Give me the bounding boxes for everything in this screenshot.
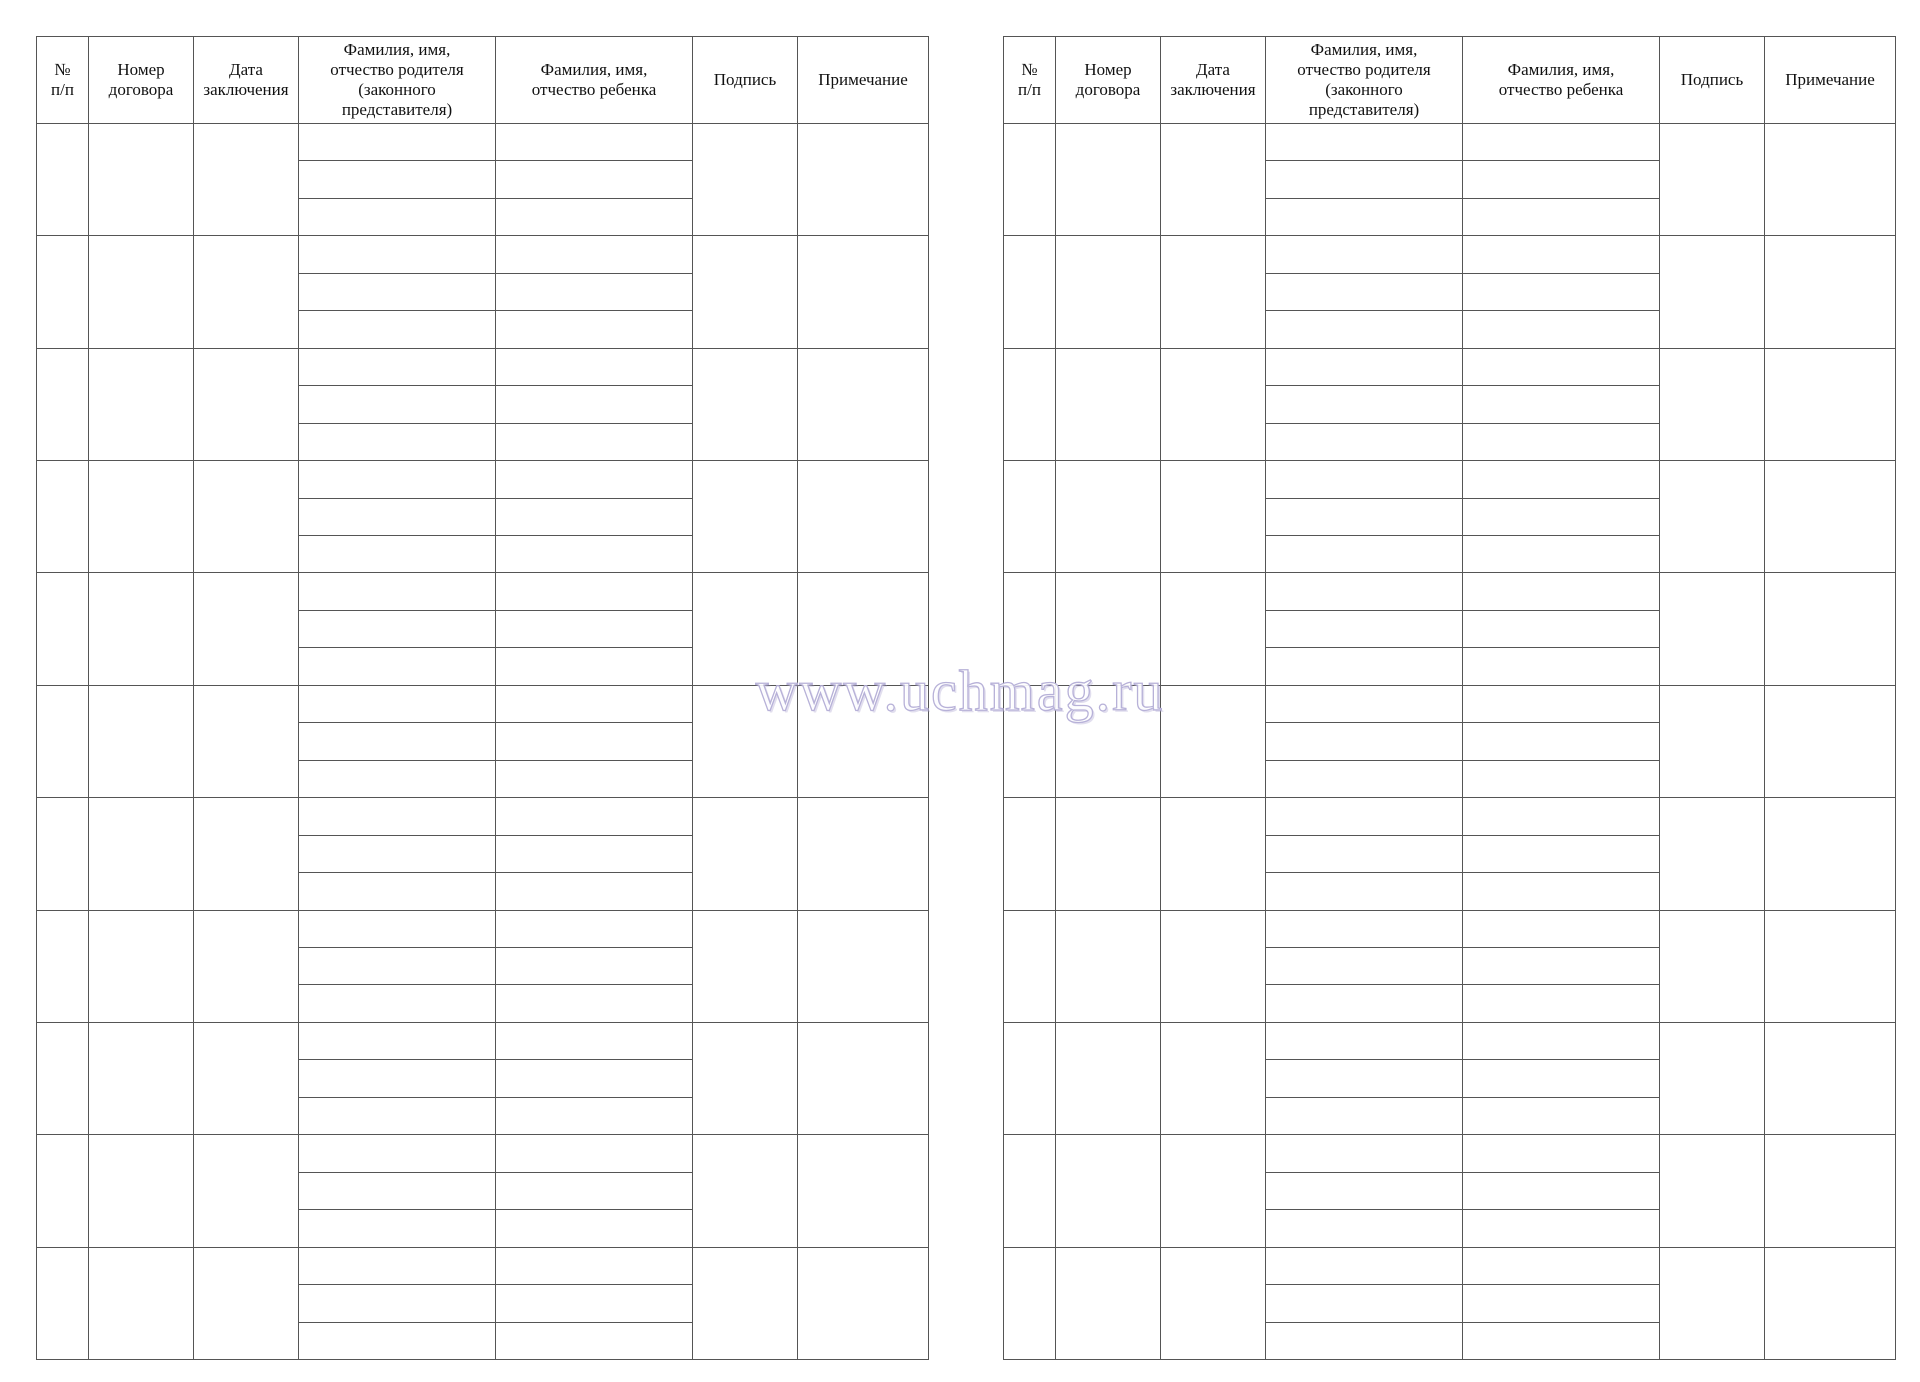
col-date-header: Дата заключения [194, 37, 299, 124]
signature-cell[interactable] [1660, 910, 1765, 1022]
contract-date-cell[interactable] [1161, 1247, 1266, 1359]
contract-date-cell[interactable] [1161, 573, 1266, 685]
col-date-header: Дата заключения [1161, 37, 1266, 124]
parent-name-cell[interactable] [299, 124, 496, 161]
note-cell[interactable] [798, 798, 929, 910]
parent-name-cell[interactable] [299, 1060, 496, 1097]
parent-name-cell[interactable] [1266, 610, 1463, 647]
contract-number-cell[interactable] [1056, 1022, 1161, 1134]
entry-number-cell[interactable] [37, 461, 89, 573]
signature-cell[interactable] [693, 348, 798, 460]
contract-number-cell[interactable] [89, 124, 194, 236]
contract-number-cell[interactable] [1056, 1135, 1161, 1247]
note-cell[interactable] [1765, 124, 1896, 236]
parent-name-cell[interactable] [1266, 348, 1463, 385]
child-name-cell[interactable] [496, 760, 693, 797]
child-name-cell[interactable] [1463, 198, 1660, 235]
parent-name-cell[interactable] [299, 161, 496, 198]
note-cell[interactable] [1765, 1135, 1896, 1247]
child-name-cell[interactable] [496, 348, 693, 385]
note-cell[interactable] [798, 685, 929, 797]
entry-number-cell[interactable] [37, 1135, 89, 1247]
parent-name-cell[interactable] [1266, 648, 1463, 685]
child-name-cell[interactable] [496, 124, 693, 161]
parent-name-cell[interactable] [299, 498, 496, 535]
contract-date-cell[interactable] [194, 910, 299, 1022]
signature-cell[interactable] [693, 910, 798, 1022]
note-cell[interactable] [798, 1022, 929, 1134]
col-signature-header: Подпись [693, 37, 798, 124]
col-contract-number-header: Номер договора [1056, 37, 1161, 124]
contract-number-cell[interactable] [1056, 685, 1161, 797]
signature-cell[interactable] [693, 685, 798, 797]
child-name-cell[interactable] [1463, 1247, 1660, 1284]
child-name-cell[interactable] [1463, 1322, 1660, 1360]
note-cell[interactable] [1765, 1022, 1896, 1134]
contract-number-cell[interactable] [89, 910, 194, 1022]
contract-date-cell[interactable] [194, 1022, 299, 1134]
note-cell[interactable] [798, 1247, 929, 1359]
parent-name-cell[interactable] [299, 573, 496, 610]
child-name-cell[interactable] [496, 423, 693, 460]
parent-name-cell[interactable] [1266, 573, 1463, 610]
entry-number-cell[interactable] [37, 1022, 89, 1134]
entry-number-cell[interactable] [1004, 1247, 1056, 1359]
contract-date-cell[interactable] [1161, 461, 1266, 573]
parent-name-cell[interactable] [1266, 498, 1463, 535]
child-name-cell[interactable] [1463, 910, 1660, 947]
child-name-cell[interactable] [496, 947, 693, 984]
parent-name-cell[interactable] [1266, 1247, 1463, 1284]
contract-date-cell[interactable] [194, 236, 299, 348]
note-cell[interactable] [798, 1135, 929, 1247]
parent-name-cell[interactable] [299, 1135, 496, 1172]
parent-name-cell[interactable] [299, 1172, 496, 1209]
header-row [1004, 37, 1896, 124]
note-cell[interactable] [1765, 461, 1896, 573]
child-name-cell[interactable] [1463, 461, 1660, 498]
parent-name-cell[interactable] [1266, 685, 1463, 722]
child-name-cell[interactable] [1463, 535, 1660, 572]
note-cell[interactable] [1765, 798, 1896, 910]
child-name-cell[interactable] [1463, 1097, 1660, 1134]
note-cell[interactable] [1765, 685, 1896, 797]
contract-number-cell[interactable] [89, 461, 194, 573]
note-cell[interactable] [798, 910, 929, 1022]
entry-number-cell[interactable] [1004, 461, 1056, 573]
child-name-cell[interactable] [1463, 386, 1660, 423]
contract-date-cell[interactable] [194, 798, 299, 910]
child-name-cell[interactable] [496, 311, 693, 348]
register-body [37, 124, 929, 1360]
contract-number-cell[interactable] [89, 798, 194, 910]
child-name-cell[interactable] [496, 573, 693, 610]
entry-number-cell[interactable] [37, 798, 89, 910]
parent-name-cell[interactable] [299, 273, 496, 310]
child-name-cell[interactable] [496, 198, 693, 235]
signature-cell[interactable] [693, 1247, 798, 1359]
col-note-header: Примечание [798, 37, 929, 124]
note-cell[interactable] [1765, 236, 1896, 348]
child-name-cell[interactable] [496, 1097, 693, 1134]
contract-date-cell[interactable] [1161, 685, 1266, 797]
parent-name-cell[interactable] [1266, 873, 1463, 910]
parent-name-cell[interactable] [1266, 273, 1463, 310]
entry-number-cell[interactable] [37, 124, 89, 236]
signature-cell[interactable] [693, 1135, 798, 1247]
parent-name-cell[interactable] [299, 985, 496, 1022]
signature-cell[interactable] [693, 236, 798, 348]
entry-number-cell[interactable] [1004, 910, 1056, 1022]
note-cell[interactable] [1765, 1247, 1896, 1359]
child-name-cell[interactable] [496, 1135, 693, 1172]
child-name-cell[interactable] [496, 498, 693, 535]
parent-name-cell[interactable] [1266, 236, 1463, 273]
table-row [1004, 685, 1896, 722]
child-name-cell[interactable] [496, 873, 693, 910]
child-name-cell[interactable] [1463, 760, 1660, 797]
parent-name-cell[interactable] [299, 423, 496, 460]
contract-number-cell[interactable] [1056, 124, 1161, 236]
contract-number-cell[interactable] [1056, 798, 1161, 910]
child-name-cell[interactable] [496, 273, 693, 310]
table-row [1004, 124, 1896, 161]
table-row [37, 1247, 929, 1284]
child-name-cell[interactable] [1463, 873, 1660, 910]
contract-date-cell[interactable] [1161, 1022, 1266, 1134]
contract-date-cell[interactable] [1161, 910, 1266, 1022]
parent-name-cell[interactable] [299, 685, 496, 722]
child-name-cell[interactable] [496, 1172, 693, 1209]
parent-name-cell[interactable] [1266, 798, 1463, 835]
parent-name-cell[interactable] [1266, 1135, 1463, 1172]
contract-number-cell[interactable] [89, 1135, 194, 1247]
signature-cell[interactable] [693, 461, 798, 573]
contract-number-cell[interactable] [1056, 236, 1161, 348]
contract-number-cell[interactable] [89, 685, 194, 797]
parent-name-cell[interactable] [1266, 535, 1463, 572]
parent-name-cell[interactable] [299, 198, 496, 235]
signature-cell[interactable] [1660, 1135, 1765, 1247]
table-row [37, 685, 929, 722]
parent-name-cell[interactable] [299, 461, 496, 498]
parent-name-cell[interactable] [299, 648, 496, 685]
contract-date-cell[interactable] [1161, 798, 1266, 910]
note-cell[interactable] [798, 461, 929, 573]
right-page [1003, 36, 1895, 1360]
child-name-cell[interactable] [1463, 1285, 1660, 1322]
signature-cell[interactable] [1660, 573, 1765, 685]
parent-name-cell[interactable] [299, 1247, 496, 1284]
table-row [37, 1022, 929, 1059]
child-name-cell[interactable] [1463, 947, 1660, 984]
child-name-cell[interactable] [1463, 610, 1660, 647]
watermark: www.uchmag.ru [755, 658, 1165, 723]
entry-number-cell[interactable] [1004, 573, 1056, 685]
note-cell[interactable] [798, 573, 929, 685]
child-name-cell[interactable] [496, 910, 693, 947]
note-cell[interactable] [1765, 910, 1896, 1022]
note-cell[interactable] [1765, 348, 1896, 460]
signature-cell[interactable] [693, 124, 798, 236]
contract-number-cell[interactable] [89, 1022, 194, 1134]
parent-name-cell[interactable] [1266, 1060, 1463, 1097]
parent-name-cell[interactable] [1266, 760, 1463, 797]
entry-number-cell[interactable] [37, 685, 89, 797]
table-row [1004, 573, 1896, 610]
child-name-cell[interactable] [496, 1322, 693, 1360]
contract-number-cell[interactable] [1056, 1247, 1161, 1359]
contract-date-cell[interactable] [194, 348, 299, 460]
table-row [1004, 798, 1896, 835]
parent-name-cell[interactable] [299, 1210, 496, 1247]
child-name-cell[interactable] [1463, 985, 1660, 1022]
contract-date-cell[interactable] [194, 124, 299, 236]
child-name-cell[interactable] [496, 1022, 693, 1059]
table-row [1004, 1022, 1896, 1059]
col-number-header: № п/п [37, 37, 89, 124]
entry-number-cell[interactable] [1004, 1135, 1056, 1247]
col-parent-name-header: Фамилия, имя, отчество родителя (законного представителя) [1266, 37, 1463, 124]
parent-name-cell[interactable] [1266, 985, 1463, 1022]
contract-number-cell[interactable] [89, 573, 194, 685]
signature-cell[interactable] [1660, 1247, 1765, 1359]
parent-name-cell[interactable] [1266, 161, 1463, 198]
entry-number-cell[interactable] [1004, 798, 1056, 910]
parent-name-cell[interactable] [299, 311, 496, 348]
parent-name-cell[interactable] [299, 947, 496, 984]
contract-date-cell[interactable] [1161, 348, 1266, 460]
col-note-header: Примечание [1765, 37, 1896, 124]
note-cell[interactable] [798, 124, 929, 236]
child-name-cell[interactable] [496, 461, 693, 498]
parent-name-cell[interactable] [299, 1322, 496, 1360]
parent-name-cell[interactable] [1266, 1210, 1463, 1247]
child-name-cell[interactable] [1463, 273, 1660, 310]
parent-name-cell[interactable] [1266, 386, 1463, 423]
parent-name-cell[interactable] [299, 760, 496, 797]
parent-name-cell[interactable] [299, 236, 496, 273]
parent-name-cell[interactable] [299, 873, 496, 910]
contract-date-cell[interactable] [1161, 236, 1266, 348]
entry-number-cell[interactable] [37, 348, 89, 460]
signature-cell[interactable] [693, 573, 798, 685]
child-name-cell[interactable] [1463, 124, 1660, 161]
table-row [1004, 1247, 1896, 1284]
child-name-cell[interactable] [1463, 1060, 1660, 1097]
parent-name-cell[interactable] [1266, 1285, 1463, 1322]
child-name-cell[interactable] [1463, 423, 1660, 460]
child-name-cell[interactable] [1463, 648, 1660, 685]
contract-register-table-left [36, 36, 929, 1360]
signature-cell[interactable] [1660, 236, 1765, 348]
child-name-cell[interactable] [496, 1247, 693, 1284]
child-name-cell[interactable] [1463, 1135, 1660, 1172]
parent-name-cell[interactable] [1266, 835, 1463, 872]
contract-date-cell[interactable] [194, 1247, 299, 1359]
child-name-cell[interactable] [1463, 1022, 1660, 1059]
signature-cell[interactable] [693, 1022, 798, 1134]
parent-name-cell[interactable] [299, 610, 496, 647]
child-name-cell[interactable] [496, 1060, 693, 1097]
contract-number-cell[interactable] [1056, 461, 1161, 573]
child-name-cell[interactable] [496, 798, 693, 835]
table-row [37, 1135, 929, 1172]
entry-number-cell[interactable] [37, 236, 89, 348]
parent-name-cell[interactable] [1266, 311, 1463, 348]
child-name-cell[interactable] [496, 236, 693, 273]
parent-name-cell[interactable] [1266, 723, 1463, 760]
parent-name-cell[interactable] [299, 1022, 496, 1059]
parent-name-cell[interactable] [1266, 1022, 1463, 1059]
table-row [1004, 1135, 1896, 1172]
child-name-cell[interactable] [1463, 1210, 1660, 1247]
contract-register-table-right [1003, 36, 1896, 1360]
contract-date-cell[interactable] [1161, 1135, 1266, 1247]
child-name-cell[interactable] [1463, 835, 1660, 872]
col-contract-number-header: Номер договора [89, 37, 194, 124]
register-body [1004, 124, 1896, 1360]
table-row [37, 461, 929, 498]
child-name-cell[interactable] [496, 648, 693, 685]
contract-date-cell[interactable] [194, 573, 299, 685]
parent-name-cell[interactable] [1266, 1097, 1463, 1134]
child-name-cell[interactable] [496, 835, 693, 872]
child-name-cell[interactable] [1463, 348, 1660, 385]
table-row [37, 124, 929, 161]
parent-name-cell[interactable] [299, 535, 496, 572]
parent-name-cell[interactable] [1266, 124, 1463, 161]
col-child-name-header: Фамилия, имя, отчество ребенка [496, 37, 693, 124]
contract-number-cell[interactable] [89, 1247, 194, 1359]
col-number-header: № п/п [1004, 37, 1056, 124]
child-name-cell[interactable] [1463, 798, 1660, 835]
parent-name-cell[interactable] [1266, 1322, 1463, 1360]
child-name-cell[interactable] [1463, 1172, 1660, 1209]
table-row [37, 236, 929, 273]
signature-cell[interactable] [1660, 348, 1765, 460]
child-name-cell[interactable] [1463, 498, 1660, 535]
parent-name-cell[interactable] [1266, 198, 1463, 235]
parent-name-cell[interactable] [299, 835, 496, 872]
parent-name-cell[interactable] [299, 723, 496, 760]
table-row [37, 798, 929, 835]
contract-date-cell[interactable] [194, 461, 299, 573]
parent-name-cell[interactable] [1266, 910, 1463, 947]
entry-number-cell[interactable] [1004, 236, 1056, 348]
table-row [1004, 461, 1896, 498]
contract-number-cell[interactable] [1056, 910, 1161, 1022]
table-row [37, 573, 929, 610]
child-name-cell[interactable] [1463, 685, 1660, 722]
table-row [1004, 236, 1896, 273]
child-name-cell[interactable] [496, 985, 693, 1022]
contract-number-cell[interactable] [89, 236, 194, 348]
child-name-cell[interactable] [496, 386, 693, 423]
contract-number-cell[interactable] [89, 348, 194, 460]
child-name-cell[interactable] [496, 535, 693, 572]
child-name-cell[interactable] [496, 723, 693, 760]
parent-name-cell[interactable] [1266, 1172, 1463, 1209]
signature-cell[interactable] [693, 798, 798, 910]
entry-number-cell[interactable] [37, 1247, 89, 1359]
parent-name-cell[interactable] [299, 348, 496, 385]
signature-cell[interactable] [1660, 124, 1765, 236]
col-parent-name-header: Фамилия, имя, отчество родителя (законного представителя) [299, 37, 496, 124]
table-row [1004, 348, 1896, 385]
child-name-cell[interactable] [496, 1210, 693, 1247]
entry-number-cell[interactable] [1004, 1022, 1056, 1134]
note-cell[interactable] [798, 348, 929, 460]
parent-name-cell[interactable] [299, 386, 496, 423]
note-cell[interactable] [798, 236, 929, 348]
entry-number-cell[interactable] [1004, 124, 1056, 236]
col-signature-header: Подпись [1660, 37, 1765, 124]
signature-cell[interactable] [1660, 798, 1765, 910]
left-page [36, 36, 928, 1360]
child-name-cell[interactable] [1463, 311, 1660, 348]
parent-name-cell[interactable] [299, 1285, 496, 1322]
contract-date-cell[interactable] [1161, 124, 1266, 236]
table-row [1004, 910, 1896, 947]
parent-name-cell[interactable] [299, 798, 496, 835]
contract-date-cell[interactable] [194, 1135, 299, 1247]
parent-name-cell[interactable] [299, 910, 496, 947]
child-name-cell[interactable] [1463, 236, 1660, 273]
signature-cell[interactable] [1660, 1022, 1765, 1134]
table-row [37, 910, 929, 947]
parent-name-cell[interactable] [1266, 947, 1463, 984]
entry-number-cell[interactable] [1004, 685, 1056, 797]
table-row [37, 348, 929, 385]
signature-cell[interactable] [1660, 685, 1765, 797]
entry-number-cell[interactable] [37, 910, 89, 1022]
parent-name-cell[interactable] [1266, 461, 1463, 498]
signature-cell[interactable] [1660, 461, 1765, 573]
col-child-name-header: Фамилия, имя, отчество ребенка [1463, 37, 1660, 124]
child-name-cell[interactable] [496, 1285, 693, 1322]
contract-number-cell[interactable] [1056, 573, 1161, 685]
parent-name-cell[interactable] [299, 1097, 496, 1134]
child-name-cell[interactable] [496, 610, 693, 647]
child-name-cell[interactable] [1463, 723, 1660, 760]
note-cell[interactable] [1765, 573, 1896, 685]
contract-date-cell[interactable] [194, 685, 299, 797]
child-name-cell[interactable] [496, 161, 693, 198]
contract-number-cell[interactable] [1056, 348, 1161, 460]
parent-name-cell[interactable] [1266, 423, 1463, 460]
entry-number-cell[interactable] [37, 573, 89, 685]
child-name-cell[interactable] [1463, 573, 1660, 610]
child-name-cell[interactable] [1463, 161, 1660, 198]
header-row [37, 37, 929, 124]
entry-number-cell[interactable] [1004, 348, 1056, 460]
child-name-cell[interactable] [496, 685, 693, 722]
